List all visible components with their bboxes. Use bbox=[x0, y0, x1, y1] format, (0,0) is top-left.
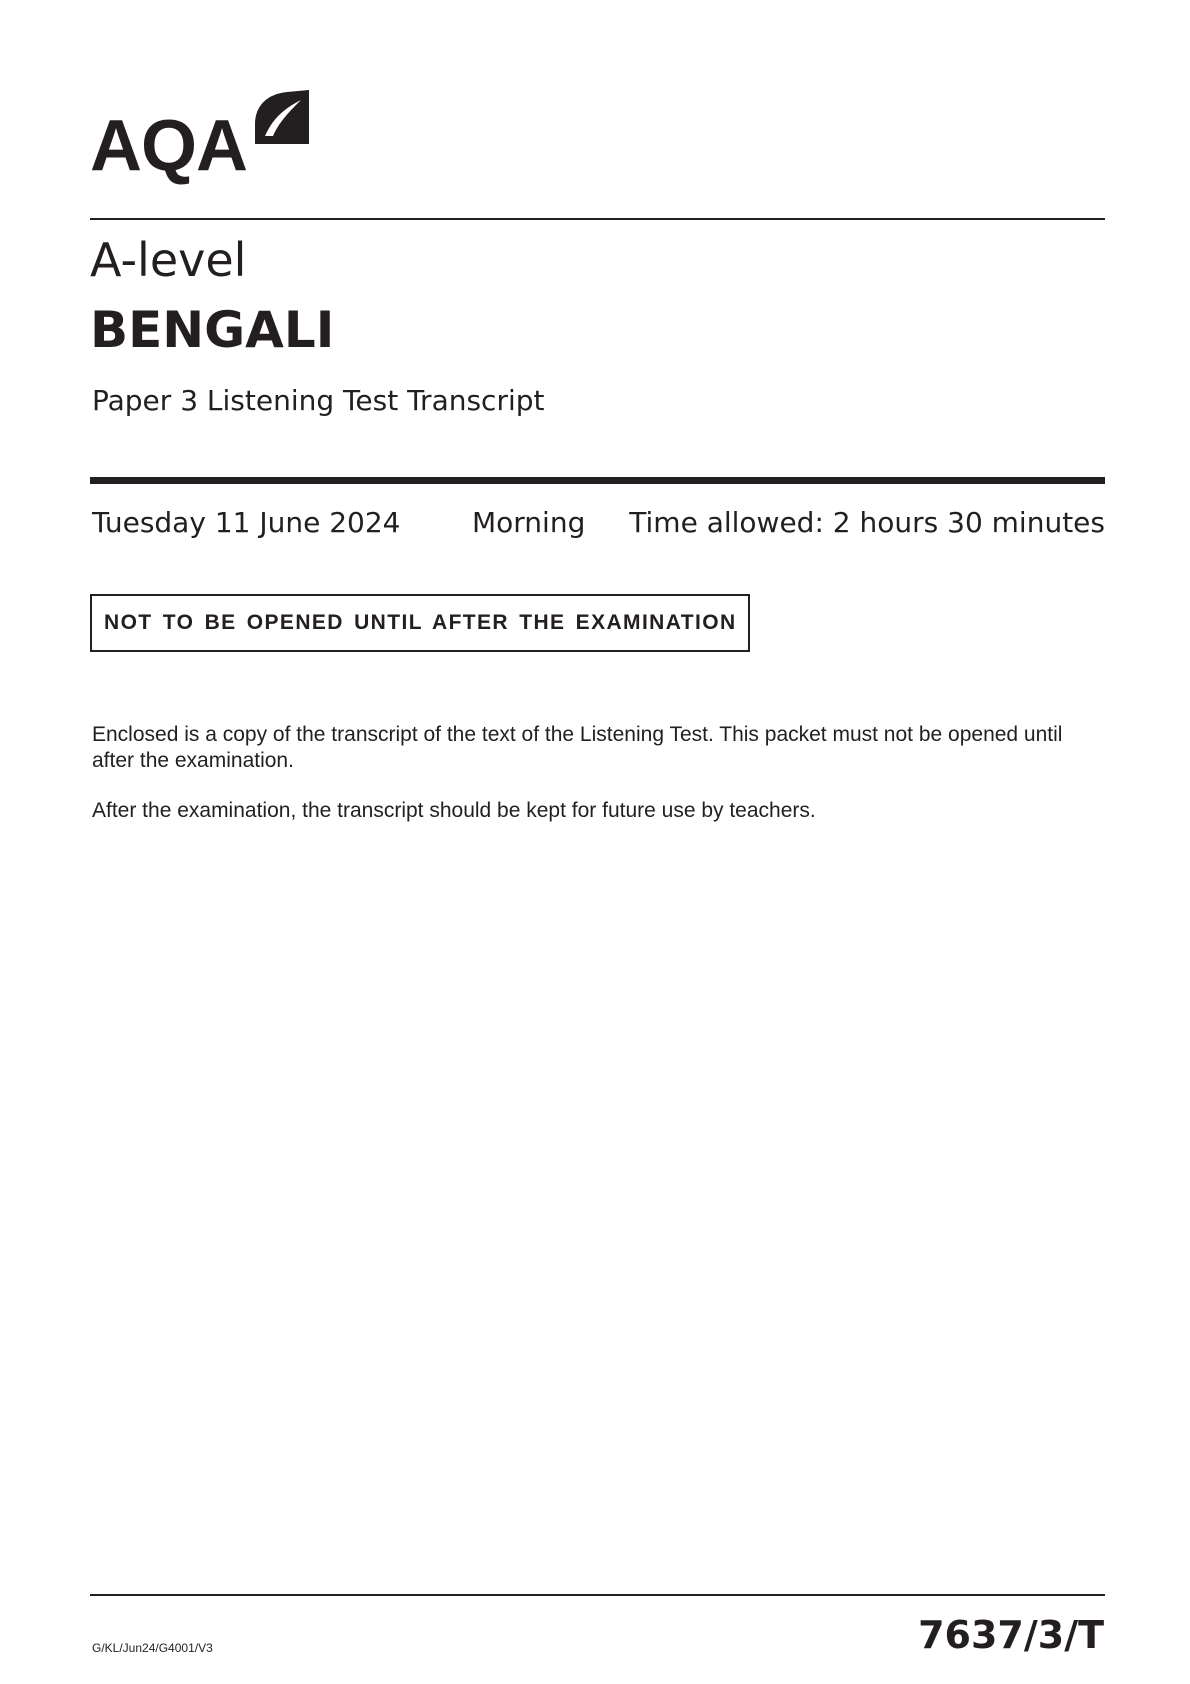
aqa-logo bbox=[90, 88, 311, 186]
aqa-leaf-icon bbox=[253, 88, 311, 146]
exam-date: Tuesday 11 June 2024 bbox=[92, 506, 401, 539]
exam-session: Morning bbox=[472, 506, 586, 539]
footer-divider bbox=[90, 1594, 1105, 1596]
instruction-paragraph-2: After the examination, the transcript should be kept for future use by teachers. bbox=[92, 799, 816, 822]
paper-code: 7637/3/T bbox=[918, 1613, 1104, 1657]
logo-text: AQA bbox=[90, 106, 247, 186]
document-code: G/KL/Jun24/G4001/V3 bbox=[92, 1641, 213, 1655]
paper-title: Paper 3 Listening Test Transcript bbox=[92, 384, 545, 417]
notice-text: NOT TO BE OPENED UNTIL AFTER THE EXAMINATION bbox=[104, 611, 737, 634]
notice-box bbox=[90, 594, 750, 652]
qualification-level: A-level bbox=[90, 233, 247, 287]
time-allowed: Time allowed: 2 hours 30 minutes bbox=[629, 506, 1105, 539]
instruction-paragraph-1: Enclosed is a copy of the transcript of the text of the Listening Test. This packet must not be opened until after the examination. bbox=[92, 723, 1063, 772]
subject-title: BENGALI bbox=[90, 301, 335, 359]
top-divider bbox=[90, 218, 1105, 220]
thick-divider bbox=[90, 477, 1105, 484]
